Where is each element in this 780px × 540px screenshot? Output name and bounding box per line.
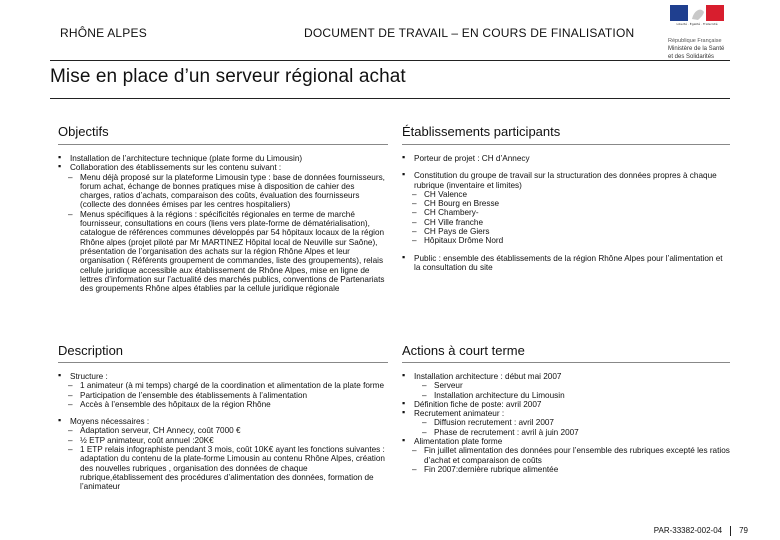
ministry-logo	[668, 4, 730, 66]
footer-separator	[730, 526, 731, 536]
actions-heading: Actions à court terme	[402, 343, 525, 358]
public-item: ▪ Public : ensemble des établissements de la région Rhône Alpes pour l’alimentation et la consultation du site	[402, 254, 730, 273]
etablissements-heading: Établissements participants	[402, 124, 561, 139]
description-list	[58, 372, 388, 492]
etablissements-rule	[402, 144, 730, 145]
structure-label: ▪ Structure :	[58, 372, 388, 381]
member-item: – CH Bourg en Bresse	[402, 199, 730, 208]
action-item: ▪ Installation architecture : début mai 2007	[402, 372, 730, 381]
objectifs-list	[58, 154, 388, 293]
flag-blue	[670, 5, 688, 21]
description-rule	[58, 362, 388, 363]
moyens-item: – Adaptation serveur, CH Annecy, coût 7000 €	[58, 426, 388, 435]
header-rule	[50, 60, 730, 61]
actions-rule	[402, 362, 730, 363]
page-number: 79	[739, 526, 748, 536]
logo-republic: République Française	[668, 38, 722, 44]
member-item: – CH Ville franche	[402, 218, 730, 227]
footer	[654, 526, 748, 536]
action-item: – Installation architecture du Limousin	[402, 391, 730, 400]
constitution-item: ▪ Constitution du groupe de travail sur la structuration des données propres à chaque rubrique (inventaire et limites)	[402, 171, 730, 190]
action-item: ▪ Définition fiche de poste: avril 2007	[402, 400, 730, 409]
structure-item: – 1 animateur (à mi temps) chargé de la coordination et alimentation de la plate forme	[58, 381, 388, 390]
member-item: – Hôpitaux Drôme Nord	[402, 236, 730, 245]
porteur-item: ▪ Porteur de projet : CH d’Annecy	[402, 154, 730, 163]
objectifs-rule	[58, 144, 388, 145]
header-region: RHÔNE ALPES	[60, 26, 147, 40]
structure-item: – Participation de l’ensemble des établissements à l’alimentation	[58, 391, 388, 400]
etablissements-list	[402, 154, 730, 272]
marianne-flag-icon	[668, 4, 726, 32]
footer-ref: PAR-33382-002-04	[653, 526, 723, 536]
action-item: – Phase de recrutement : avril à juin 2007	[402, 428, 730, 437]
objectif-item: ▪ Collaboration des établissements sur les contenu suivant :	[58, 163, 388, 172]
objectifs-heading: Objectifs	[58, 124, 109, 139]
flag-red	[706, 5, 724, 21]
logo-ministry-line1: Ministère de la Santé	[668, 46, 725, 52]
description-heading: Description	[58, 343, 124, 358]
logo-motto: Liberté · Égalité · Fraternité	[676, 22, 718, 26]
action-item: – Serveur	[402, 381, 730, 390]
structure-item: – Accès à l’ensemble des hôpitaux de la région Rhône	[58, 400, 388, 409]
action-item: ▪ Alimentation plate forme	[402, 437, 730, 446]
title-rule	[50, 98, 730, 99]
page-title: Mise en place d’un serveur régional achat	[50, 66, 406, 87]
objectif-item: – Menu déjà proposé sur la plateforme Limousin type : base de données fournisseurs, forum achat, échange de bonnes pratiques mise à disposition de cahier des charges, ratios d’achats, comparaison des coûts, évaluation des fournisseurs (collecte des données émises par les centres hospitaliers)	[58, 173, 388, 210]
member-item: – CH Pays de Giers	[402, 227, 730, 236]
action-item: – Fin juillet alimentation des données pour l’ensemble des rubriques excepté les ratios d’achat et comparaison de coûts	[402, 446, 730, 465]
member-item: – CH Valence	[402, 190, 730, 199]
header-document-status: DOCUMENT DE TRAVAIL – EN COURS DE FINALISATION	[304, 26, 635, 40]
action-item: – Fin 2007:dernière rubrique alimentée	[402, 465, 730, 474]
actions-list	[402, 372, 730, 474]
logo-ministry-line2: et des Solidarités	[668, 54, 715, 60]
action-item: – Diffusion recrutement : avril 2007	[402, 418, 730, 427]
objectif-item: ▪ Installation de l’architecture technique (plate forme du Limousin)	[58, 154, 388, 163]
objectif-item: – Menus spécifiques à la régions : spécificités régionales en terme de marché fournisseur, consultations en cours (liens vers plate-forme de dématérialisation), catalogue de références communes développés par 54 hôpitaux locaux de la région Rhône alpes (projet piloté par Mr MARTINEZ Hôpital local de Neuville sur Saône), présentation de l’organisation des achats sur la région Rhône Alpes et leur organisation ( Référents groupement de commandes, liste des groupements), relais cellule juridique accessible aux établissement de Rhône Alpes, mise en ligne de lettres d’information sur l’actualité des marchés publics, conventions de Partenariats des groupements Rhône alpes établies par la cellule juridique régionale	[58, 210, 388, 294]
moyens-item: – ½ ETP animateur, coût annuel :20K€	[58, 436, 388, 445]
moyens-item: – 1 ETP relais infographiste pendant 3 mois, coût 10K€ ayant les fonctions suivantes : adaptation du contenu de la plate-forme Limousin au contenu Rhône Alpes, création des nouvelles rubriques , organisation des données de chaque rubrique,établissement des procédures d’alimentation des données, formation de l’animateur	[58, 445, 388, 491]
member-item: – CH Chambery-	[402, 208, 730, 217]
action-item: ▪ Recrutement animateur :	[402, 409, 730, 418]
moyens-label: ▪ Moyens nécessaires :	[58, 417, 388, 426]
